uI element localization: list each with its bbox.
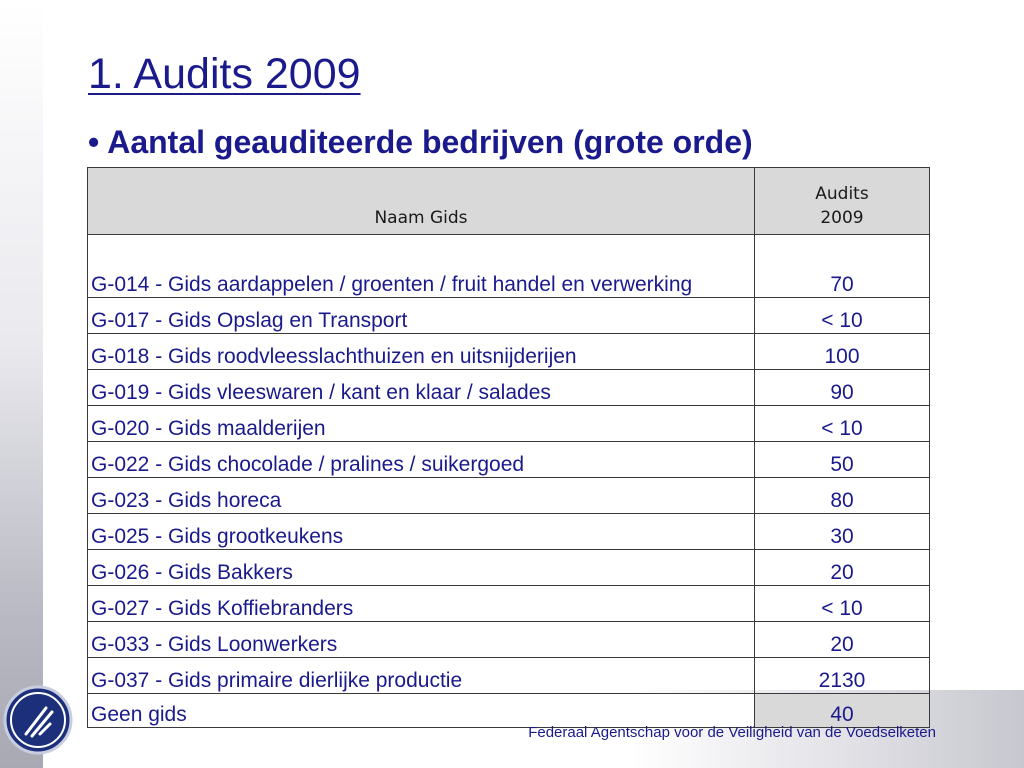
row-name: G-027 - Gids Koffiebranders [88, 586, 755, 622]
row-name: G-019 - Gids vleeswaren / kant en klaar / salades [88, 370, 755, 406]
row-value: < 10 [755, 586, 930, 622]
header-audits-2009 [755, 168, 930, 235]
footer-agency-name: Federaal Agentschap voor de Veiligheid van de Voedselketen [528, 724, 936, 741]
left-gradient-band [0, 0, 43, 768]
row-value: 20 [755, 550, 930, 586]
table-row [88, 622, 930, 658]
row-name: Geen gids [88, 694, 755, 728]
row-name: G-025 - Gids grootkeukens [88, 514, 755, 550]
slide-subtitle [88, 120, 753, 164]
afsca-logo-icon [2, 684, 74, 756]
table-row [88, 298, 930, 334]
row-name: G-037 - Gids primaire dierlijke productie [88, 658, 755, 694]
table-row [88, 235, 930, 298]
row-value: 40 [755, 694, 930, 728]
table-row [88, 694, 930, 728]
bullet-marker: • [88, 124, 100, 160]
row-value: 30 [755, 514, 930, 550]
row-name: G-033 - Gids Loonwerkers [88, 622, 755, 658]
row-name: G-026 - Gids Bakkers [88, 550, 755, 586]
header-audits-line1: Audits [815, 184, 869, 204]
row-value: 20 [755, 622, 930, 658]
row-value: 100 [755, 334, 930, 370]
row-value: 50 [755, 442, 930, 478]
table-row [88, 586, 930, 622]
table-row [88, 478, 930, 514]
slide-title: 1. Audits 2009 [88, 50, 361, 98]
header-audits-line2: 2009 [820, 208, 864, 228]
row-value: < 10 [755, 406, 930, 442]
table-row [88, 406, 930, 442]
table-row [88, 550, 930, 586]
table-row [88, 370, 930, 406]
table-header-row [88, 168, 930, 235]
audits-table [87, 167, 930, 728]
row-name: G-018 - Gids roodvleesslachthuizen en uitsnijderijen [88, 334, 755, 370]
row-name: G-022 - Gids chocolade / pralines / suikergoed [88, 442, 755, 478]
row-name: G-020 - Gids maalderijen [88, 406, 755, 442]
row-value: 80 [755, 478, 930, 514]
row-value: 70 [755, 235, 930, 298]
row-value: 90 [755, 370, 930, 406]
row-name: G-014 - Gids aardappelen / groenten / fruit handel en verwerking [88, 235, 755, 298]
subtitle-text: Aantal geauditeerde bedrijven (grote orde) [107, 124, 753, 160]
header-naam-gids: Naam Gids [88, 168, 755, 235]
table-row [88, 658, 930, 694]
row-name: G-017 - Gids Opslag en Transport [88, 298, 755, 334]
table-row [88, 514, 930, 550]
table-row [88, 442, 930, 478]
row-value: 2130 [755, 658, 930, 694]
row-name: G-023 - Gids horeca [88, 478, 755, 514]
table-row [88, 334, 930, 370]
row-value: < 10 [755, 298, 930, 334]
